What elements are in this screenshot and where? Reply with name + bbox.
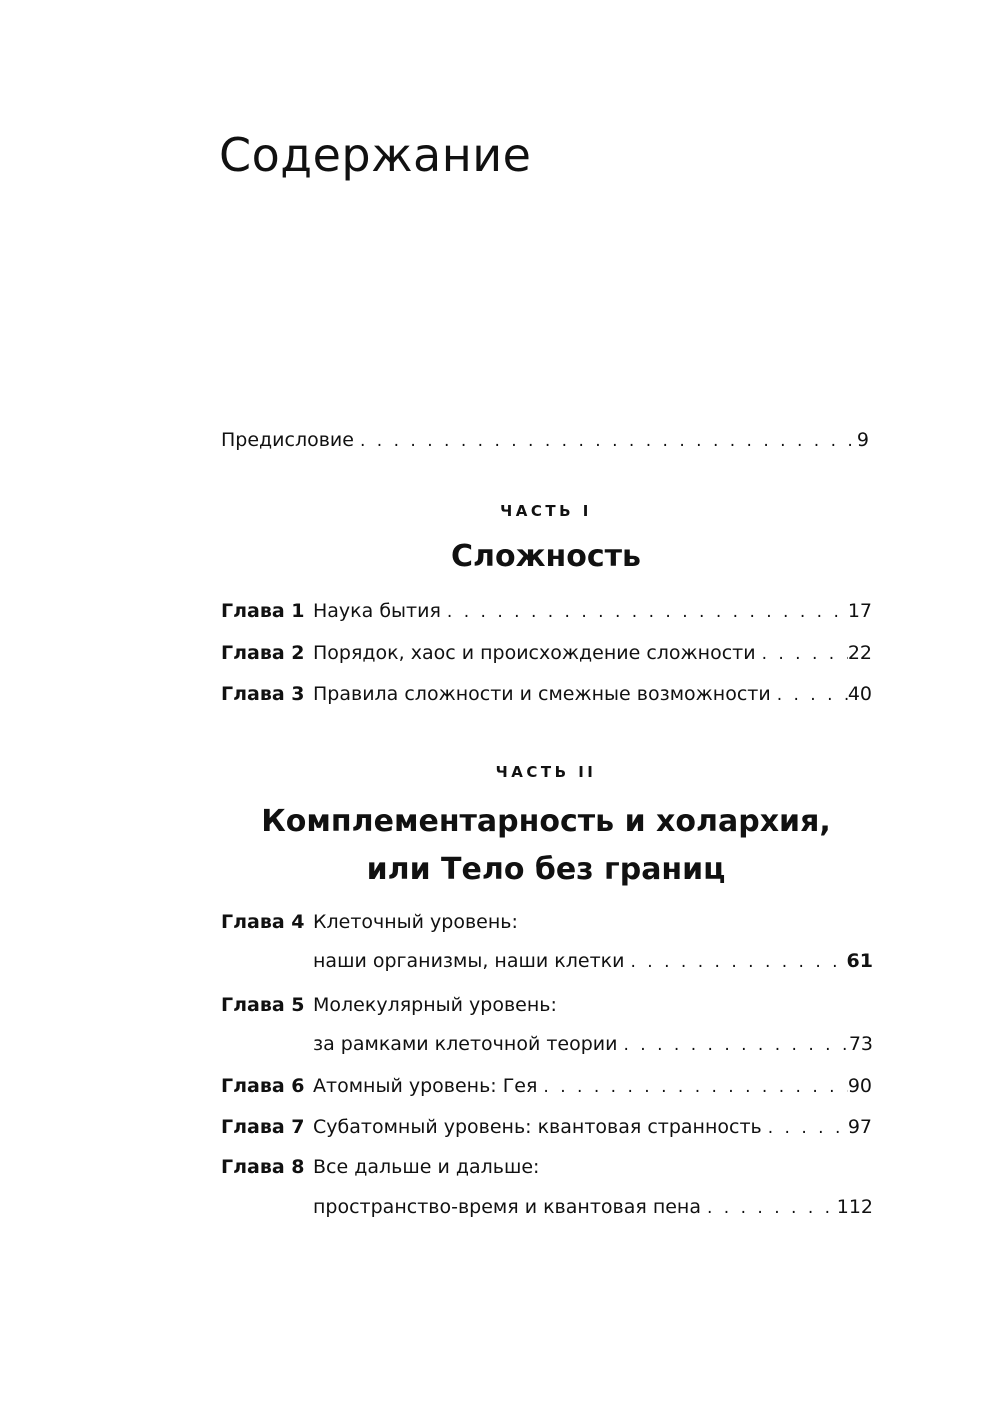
toc-entry-subtitle: за рамками клеточной теории bbox=[313, 1033, 618, 1055]
toc-entry-chapter-8-heading bbox=[221, 1156, 539, 1178]
toc-entry-preface[interactable] bbox=[221, 429, 869, 459]
toc-entry-page: 90 bbox=[847, 1075, 872, 1097]
toc-entry-title: Молекулярный уровень: bbox=[313, 994, 557, 1016]
toc-entry-title: Правила сложности и смежные возможности bbox=[313, 683, 771, 705]
chapter-number: Глава 5 bbox=[221, 994, 305, 1016]
toc-entry-page: 112 bbox=[836, 1196, 873, 1218]
part-title-line: или Тело без границ bbox=[366, 852, 726, 887]
toc-entry-page: 17 bbox=[847, 600, 872, 622]
dot-leader bbox=[756, 644, 848, 664]
toc-entry-chapter-4[interactable] bbox=[313, 950, 873, 980]
chapter-number: Глава 7 bbox=[221, 1116, 305, 1138]
part-label: ЧАСТЬ II bbox=[495, 763, 597, 781]
dot-leader bbox=[537, 1077, 847, 1097]
toc-entry-chapter-2[interactable] bbox=[221, 642, 872, 672]
dot-leader bbox=[624, 952, 846, 972]
toc-entry-chapter-8[interactable] bbox=[313, 1196, 873, 1226]
toc-entry-subtitle: наши организмы, наши клетки bbox=[313, 950, 625, 972]
chapter-number: Глава 6 bbox=[221, 1075, 305, 1097]
toc-entry-chapter-6[interactable] bbox=[221, 1075, 872, 1105]
toc-entry-title: Клеточный уровень: bbox=[313, 911, 518, 933]
dot-leader bbox=[617, 1035, 848, 1055]
chapter-number: Глава 3 bbox=[221, 683, 305, 705]
toc-entry-chapter-7[interactable] bbox=[221, 1116, 872, 1146]
chapter-number: Глава 4 bbox=[221, 911, 305, 933]
toc-entry-chapter-1[interactable] bbox=[221, 600, 872, 630]
page-title: Содержание bbox=[219, 128, 532, 182]
dot-leader bbox=[762, 1118, 848, 1138]
part-label: ЧАСТЬ I bbox=[500, 502, 592, 520]
toc-entry-subtitle: пространство-время и квантовая пена bbox=[313, 1196, 701, 1218]
dot-leader bbox=[441, 602, 848, 622]
toc-entry-title: Субатомный уровень: квантовая странность bbox=[313, 1116, 762, 1138]
part-title bbox=[0, 798, 1000, 894]
part-title bbox=[0, 533, 1000, 581]
chapter-number: Глава 8 bbox=[221, 1156, 305, 1178]
toc-entry-title: Атомный уровень: Гея bbox=[313, 1075, 538, 1097]
part-title-line: Сложность bbox=[451, 539, 641, 574]
dot-leader bbox=[354, 431, 857, 451]
chapter-number: Глава 1 bbox=[221, 600, 305, 622]
toc-entry-title: Порядок, хаос и происхождение сложности bbox=[313, 642, 756, 664]
toc-entry-page: 61 bbox=[846, 950, 873, 972]
toc-entry-chapter-3[interactable] bbox=[221, 683, 872, 713]
toc-entry-page: 40 bbox=[847, 683, 872, 705]
toc-entry-title: Все дальше и дальше: bbox=[313, 1156, 540, 1178]
toc-entry-chapter-4-heading bbox=[221, 911, 518, 933]
toc-entry-title: Предисловие bbox=[221, 429, 354, 451]
part-title-line: Комплементарность и холархия, bbox=[261, 804, 831, 839]
dot-leader bbox=[701, 1198, 837, 1218]
toc-entry-page: 97 bbox=[847, 1116, 872, 1138]
toc-entry-chapter-5-heading bbox=[221, 994, 557, 1016]
toc-entry-page: 9 bbox=[856, 429, 869, 451]
toc-entry-page: 22 bbox=[847, 642, 872, 664]
toc-entry-title: Наука бытия bbox=[313, 600, 441, 622]
chapter-number: Глава 2 bbox=[221, 642, 305, 664]
dot-leader bbox=[771, 685, 848, 705]
toc-entry-page: 73 bbox=[848, 1033, 873, 1055]
toc-entry-chapter-5[interactable] bbox=[313, 1033, 873, 1063]
